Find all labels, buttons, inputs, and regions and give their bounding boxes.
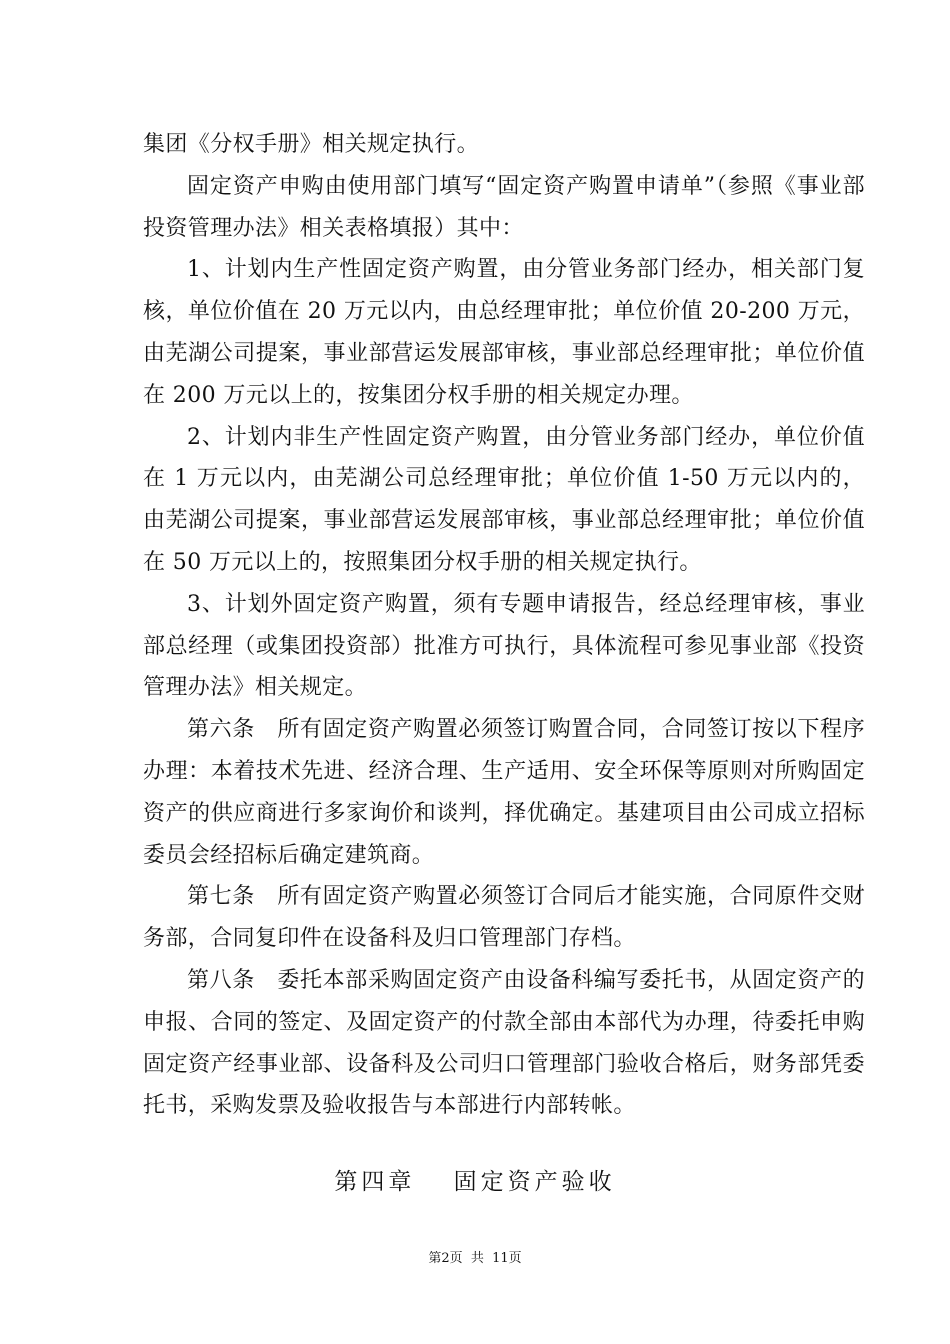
document-body — [143, 124, 865, 1127]
chapter-heading: 第四章 固定资产验收 — [334, 1169, 616, 1195]
paragraph-item-2: 2、计划内非生产性固定资产购置，由分管业务部门经办，单位价值在 1 万元以内，由芜湖公司总经理审批；单位价值 1-50 万元以内的，由芜湖公司提案，事业部营运发展部审核，事业部总经理审批；单位价值在 50 万元以上的，按照集团分权手册的相关规定执行。 — [143, 424, 865, 575]
paragraph-article-8: 第八条 委托本部采购固定资产由设备科编写委托书，从固定资产的申报、合同的签定、及固定资产的付款全部由本部代为办理，待委托申购固定资产经事业部、设备科及公司归口管理部门验收合格后，财务部凭委托书，采购发票及验收报告与本部进行内部转帐。 — [143, 967, 865, 1119]
paragraph-item-1: 1、计划内生产性固定资产购置，由分管业务部门经办，相关部门复核，单位价值在 20 万元以内，由总经理审批；单位价值 20-200 万元，由芜湖公司提案，事业部营运发展部审核，事业部总经理审批；单位价值在 200 万元以上的，按集团分权手册的相关规定办理。 — [143, 257, 865, 408]
paragraph-application: 固定资产申购由使用部门填写“固定资产购置申请单”（参照《事业部投资管理办法》相关表格填报）其中： — [143, 173, 865, 241]
paragraph-item-3: 3、计划外固定资产购置，须有专题申请报告，经总经理审核，事业部总经理（或集团投资部）批准方可执行，具体流程可参见事业部《投资管理办法》相关规定。 — [143, 591, 865, 701]
paragraph-continuation: 集团《分权手册》相关规定执行。 — [143, 132, 480, 157]
page-number-footer: 第2页 共 11页 — [428, 1251, 522, 1266]
paragraph-article-7: 第七条 所有固定资产购置必须签订合同后才能实施，合同原件交财务部，合同复印件在设备科及归口管理部门存档。 — [143, 884, 865, 952]
paragraph-article-6: 第六条 所有固定资产购置必须签订购置合同，合同签订按以下程序办理：本着技术先进、经济合理、生产适用、安全环保等原则对所购固定资产的供应商进行多家询价和谈判，择优确定。基建项目由公司成立招标委员会经招标后确定建筑商。 — [143, 717, 865, 868]
